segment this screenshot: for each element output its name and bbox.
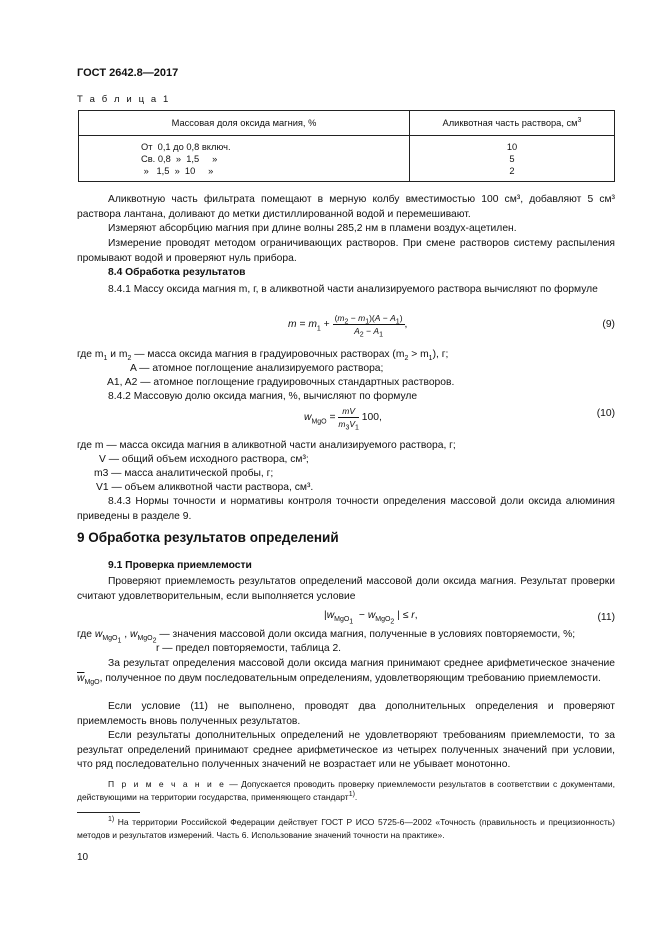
table-header-col1: Массовая доля оксида магния, % (79, 111, 410, 136)
equation-number: (11) (597, 612, 615, 623)
equation-number: (10) (596, 408, 615, 419)
paragraph: 8.4.3 Нормы точности и нормативы контроля точности определения массовой доли оксида алюминия приведены в разделе 9. (77, 496, 615, 522)
table-header-col2: Аликвотная часть раствора, $см^3$ (410, 111, 615, 136)
formula-10: $w_{MgO}$ = $\frac{mV}{m_3V_1}$ 100, (304, 406, 382, 432)
table-cell: 2 (509, 166, 515, 176)
section-heading-9: 9 Обработка результатов определений (77, 530, 339, 545)
legend-line: V — общий объем исходного раствора, см³; (99, 454, 309, 465)
table-caption: Т а б л и ц а 1 (77, 94, 171, 105)
paragraph: Измеряют абсорбцию магния при длине волны 285,2 нм в пламени воздух-ацетилен. (108, 223, 517, 234)
legend-line: где $m_1$ и $m_2$ — масса оксида магния в градуировочных растворах $(m_2 > m_1)$, г; (77, 349, 449, 363)
legend-line: где m — масса оксида магния в аликвотной части анализируемого раствора, г; (77, 440, 456, 451)
section-heading-8-4: 8.4 Обработка результатов (108, 267, 246, 278)
legend-line: r — предел повторяемости, таблица 2. (156, 643, 342, 654)
legend-line: A — атомное поглощение анализируемого раствора; (130, 363, 384, 374)
footnote: $^{1)}$ На территории Российской Федерации действует ГОСТ Р ИСО 5725-6—2002 «Точность (правильность и прецизионность) методов и результатов измерений. Часть 6. Использование значений точности на практике». (77, 816, 615, 840)
legend-line: где $w_{MgO_1}$ , $w_{MgO_2}$ — значения массовой доли оксида магния, полученные в условиях повторяемости, %; (77, 629, 576, 645)
paragraph: Аликвотную часть фильтрата помещают в мерную колбу вместимостью 100 см³, добавляют 5 см³ раствора лантана, доливают до метки дистиллированной водой и перемешивают. (77, 194, 615, 220)
table-cell: От 0,1 до 0,8 включ. (141, 142, 231, 152)
paragraph: 8.4.2 Массовую долю оксида магния, %, вычисляют по формуле (108, 391, 418, 402)
table-cell: » 1,5 » 10 » (141, 166, 214, 176)
equation-number: (9) (602, 319, 615, 330)
page-number: 10 (77, 852, 89, 863)
formula-11: $|w_{MgO_1} - w_{MgO_2}$ | ≤ r, (324, 610, 418, 626)
legend-line: A1, A2 — атомное поглощение градуировочных стандартных растворов. (107, 377, 455, 388)
paragraph: 8.4.1 Массу оксида магния m, г, в аликвотной части анализируемого раствора вычисляют по формуле (108, 284, 598, 295)
paragraph: Проверяют приемлемость результатов определений массовой доли оксида магния. Результат проверки считают удовлетворительным, если выполняется условие (77, 576, 615, 602)
paragraph: Измерение проводят методом ограничивающих растворов. При смене растворов систему распыления промывают водой и проверяют нуль прибора. (77, 238, 615, 264)
table-1 (78, 110, 615, 182)
table-cell-ranges (79, 136, 410, 182)
note: П р и м е ч а н и е — Допускается проводить проверку приемлемости результатов в соответствии с документами, действующими на территории государства, применяющего стандарт$^{1)}$. (77, 779, 615, 802)
table-row (79, 136, 615, 182)
table-cell: 10 (506, 142, 518, 152)
footnote-divider (77, 812, 140, 813)
legend-line: m3 — масса аналитической пробы, г; (94, 468, 274, 479)
paragraph: Если условие (11) не выполнено, проводят два дополнительных определения и проверяют приемлемость вновь полученных результатов. (77, 701, 615, 727)
table-cell: Св. 0,8 » 1,5 » (141, 154, 218, 164)
formula-9: $m = m_1$ + $\frac{(m_2 - m_1)(A - A_1)}{A_2 - A_1}$ , (288, 313, 408, 339)
section-heading-9-1: 9.1 Проверка приемлемости (108, 560, 252, 571)
table-cell: 5 (509, 154, 515, 164)
legend-line: V1 — объем аликвотной части раствора, см³. (96, 482, 314, 493)
document-header: ГОСТ 2642.8—2017 (77, 67, 179, 79)
table-cell-values (410, 136, 615, 182)
paragraph: Если результаты дополнительных определений не удовлетворяют требованиям приемлемости, то за результат определений принимают среднее арифметическое из четырех полученных значений при условии, что ряд последовательно полученных значений не возрастает или не убывает монотонно. (77, 730, 615, 771)
table-header-row (79, 111, 615, 136)
paragraph: За результат определения массовой доли оксида магния принимают среднее арифметическое значение $\overline{w}_{MgO}$, полученное по двум последовательным определениям, удовлетворяющим требованию приемлемости. (77, 658, 615, 686)
